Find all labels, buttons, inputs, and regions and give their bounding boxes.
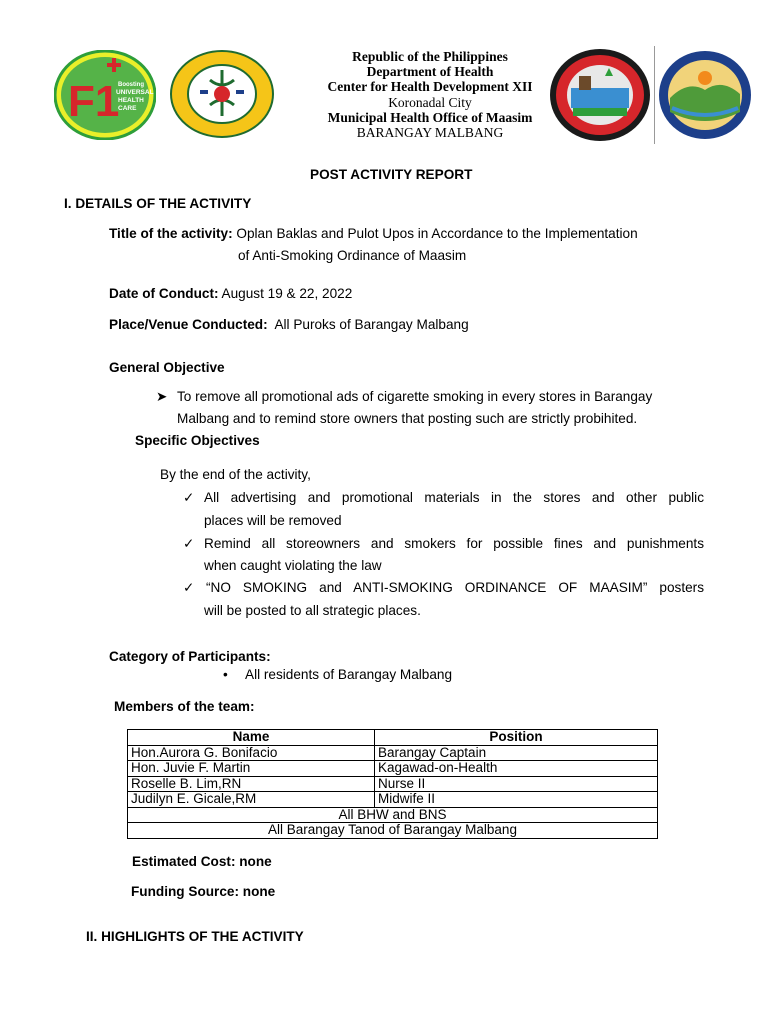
member-name: Hon. Juvie F. Martin [128, 761, 375, 777]
member-position: Midwife II [375, 792, 658, 808]
report-title: POST ACTIVITY REPORT [310, 167, 473, 182]
letterhead [282, 49, 578, 140]
logo-f1-mark: F1 [68, 77, 120, 126]
category-label: Category of Participants: [109, 649, 271, 664]
member-position: Nurse II [375, 776, 658, 792]
table-row [128, 823, 658, 839]
table-row [128, 792, 658, 808]
arrow-bullet-icon: ➤ [156, 389, 168, 404]
activity-title-value-1: Oplan Baklas and Pulot Upos in Accordance to the Implementation [236, 226, 638, 241]
svg-text:CARE: CARE [118, 105, 137, 112]
objective-3-line-2: will be posted to all strategic places. [204, 603, 421, 618]
header-divider [654, 46, 655, 144]
general-objective-line-1: To remove all promotional ads of cigarette smoking in every stores in Barangay [177, 389, 653, 404]
objective-2-line-2: when caught violating the law [204, 558, 382, 573]
category-item: All residents of Barangay Malbang [245, 667, 453, 682]
section-1-heading: I. DETAILS OF THE ACTIVITY [64, 196, 252, 211]
general-objective-line-2: Malbang and to remind store owners that posting such are strictly probihited. [177, 411, 638, 426]
table-row [128, 776, 658, 792]
table-row [128, 745, 658, 761]
estimated-cost: Estimated Cost: none [132, 854, 272, 869]
bullet-icon: • [223, 667, 228, 682]
svg-text:UNIVERSAL: UNIVERSAL [116, 89, 154, 96]
section-2-heading: II. HIGHLIGHTS OF THE ACTIVITY [86, 929, 304, 944]
member-position: Kagawad-on-Health [375, 761, 658, 777]
activity-title-value-2: of Anti-Smoking Ordinance of Maasim [238, 248, 467, 263]
place-venue [109, 317, 469, 332]
date-of-conduct [109, 286, 352, 301]
logo-f1 [54, 50, 156, 140]
table-row [128, 761, 658, 777]
logo-doh-seal [170, 50, 274, 138]
members-label: Members of the team: [114, 699, 255, 714]
objective-2-line-1: Remind all storeowners and smokers for possible fines and punishments [204, 536, 704, 551]
group-row: All BHW and BNS [128, 807, 658, 823]
svg-text:Boosting: Boosting [118, 82, 144, 88]
check-icon: ✓ [183, 536, 195, 551]
check-icon: ✓ [183, 580, 195, 595]
column-header-name: Name [128, 730, 375, 746]
activity-title-line-1 [109, 226, 638, 241]
table-row [128, 807, 658, 823]
letterhead-line-6: BARANGAY MALBANG [356, 125, 504, 141]
member-name: Roselle B. Lim,RN [128, 776, 375, 792]
column-header-position: Position [375, 730, 658, 746]
place-value: All Puroks of Barangay Malbang [274, 317, 469, 332]
logo-municipality-seal [549, 48, 651, 142]
specific-objectives-heading: Specific Objectives [135, 433, 260, 448]
place-label: Place/Venue Conducted: [109, 317, 268, 332]
letterhead-line-4: Koronadal City [388, 94, 472, 110]
objective-3-line-1: “NO SMOKING and ANTI-SMOKING ORDINANCE OF MAASIM” posters [206, 580, 704, 595]
letterhead-line-5: Municipal Health Office of Maasim [327, 109, 533, 125]
group-row: All Barangay Tanod of Barangay Malbang [128, 823, 658, 839]
objective-1-line-2: places will be removed [204, 513, 342, 528]
member-position: Barangay Captain [375, 745, 658, 761]
member-name: Hon.Aurora G. Bonifacio [128, 745, 375, 761]
activity-title-label: Title of the activity: [109, 226, 233, 241]
letterhead-line-2: Department of Health [366, 64, 494, 80]
member-name: Judilyn E. Gicale,RM [128, 792, 375, 808]
letterhead-line-1: Republic of the Philippines [352, 49, 508, 64]
funding-source: Funding Source: none [131, 884, 276, 899]
objective-1-line-1: All advertising and promotional materials in the stores and other public [204, 490, 704, 505]
general-objective-heading: General Objective [109, 360, 225, 375]
logo-barangay-seal [658, 50, 752, 140]
check-icon: ✓ [183, 490, 195, 505]
date-value: August 19 & 22, 2022 [221, 286, 353, 301]
specific-intro: By the end of the activity, [160, 467, 311, 482]
date-label: Date of Conduct: [109, 286, 219, 301]
svg-text:HEALTH: HEALTH [118, 97, 144, 104]
team-table [127, 729, 658, 839]
table-header-row [128, 730, 658, 746]
letterhead-line-3: Center for Health Development XII [327, 79, 533, 95]
